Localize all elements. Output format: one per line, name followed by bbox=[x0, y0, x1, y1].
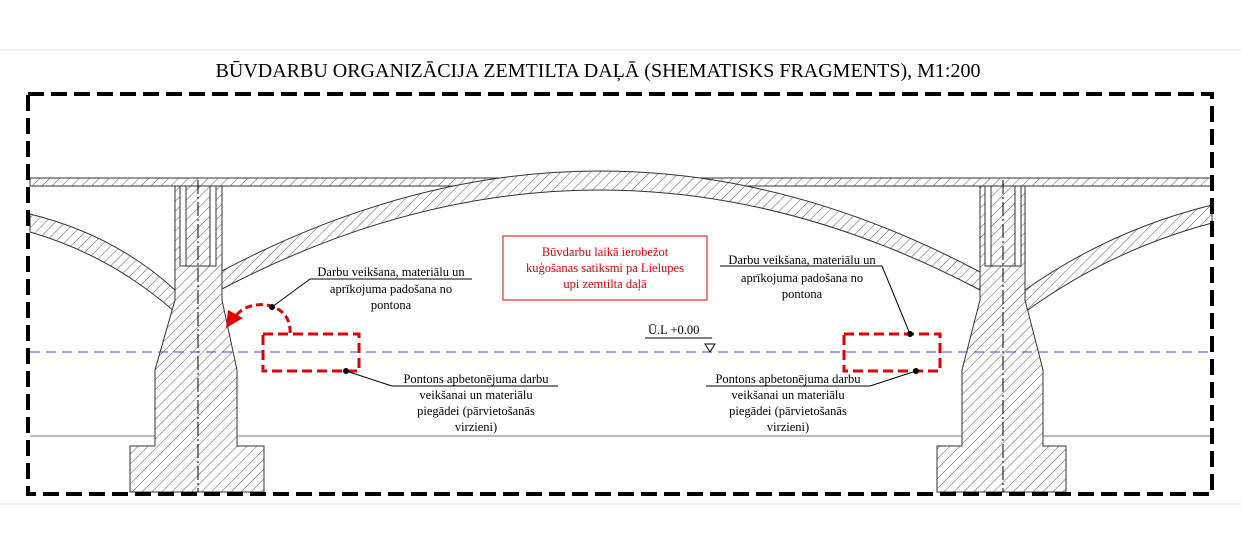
right-pontoon-line-3: piegādei (pārvietošanās bbox=[729, 404, 847, 418]
right-works-line-3: pontona bbox=[781, 287, 823, 301]
left-works-line-3: pontona bbox=[370, 298, 412, 312]
right-pontoon-line-4: virzieni) bbox=[766, 420, 810, 434]
water-level-marker bbox=[645, 323, 715, 352]
left-pontoon-line-3: piegādei (pārvietošanās bbox=[417, 404, 535, 418]
pontoon-movement-arrow bbox=[226, 305, 290, 333]
right-works-line-2: aprīkojuma padošana no bbox=[740, 271, 864, 285]
left-pontoon-line-2: veikšanai un materiālu bbox=[419, 388, 533, 402]
left-pontoon-line-4: virzieni) bbox=[454, 420, 498, 434]
right-works-callout bbox=[720, 253, 913, 337]
right-pier bbox=[937, 180, 1066, 492]
right-works-line-1: Darbu veikšana, materiālu un bbox=[728, 253, 876, 267]
drawing-title: BŪVDARBU ORGANIZĀCIJA ZEMTILTA DAĻĀ (SHEMATISKS FRAGMENTS), M1:200 bbox=[215, 60, 981, 82]
right-pontoon-line-1: Pontons apbetonējuma darbu bbox=[715, 372, 861, 386]
right-pontoon-line-2: veikšanai un materiālu bbox=[731, 388, 845, 402]
warning-line-2: kuģošanas satiksmi pa Lielupes bbox=[526, 261, 684, 275]
water-level-label: Ū.L +0.00 bbox=[648, 323, 700, 337]
left-pontoon-callout bbox=[343, 368, 558, 434]
warning-line-3: upi zemtilta daļā bbox=[563, 277, 647, 291]
left-pier bbox=[130, 180, 264, 492]
left-works-line-1: Darbu veikšana, materiālu un bbox=[317, 265, 465, 279]
right-pontoon-callout bbox=[706, 368, 919, 434]
warning-line-1: Būvdarbu laikā ierobežot bbox=[541, 245, 669, 259]
left-works-line-2: aprīkojuma padošana no bbox=[329, 282, 453, 296]
navigation-restriction-note bbox=[503, 236, 707, 300]
left-pontoon-line-1: Pontons apbetonējuma darbu bbox=[403, 372, 549, 386]
left-works-callout bbox=[269, 265, 472, 312]
right-pontoon bbox=[844, 334, 940, 371]
